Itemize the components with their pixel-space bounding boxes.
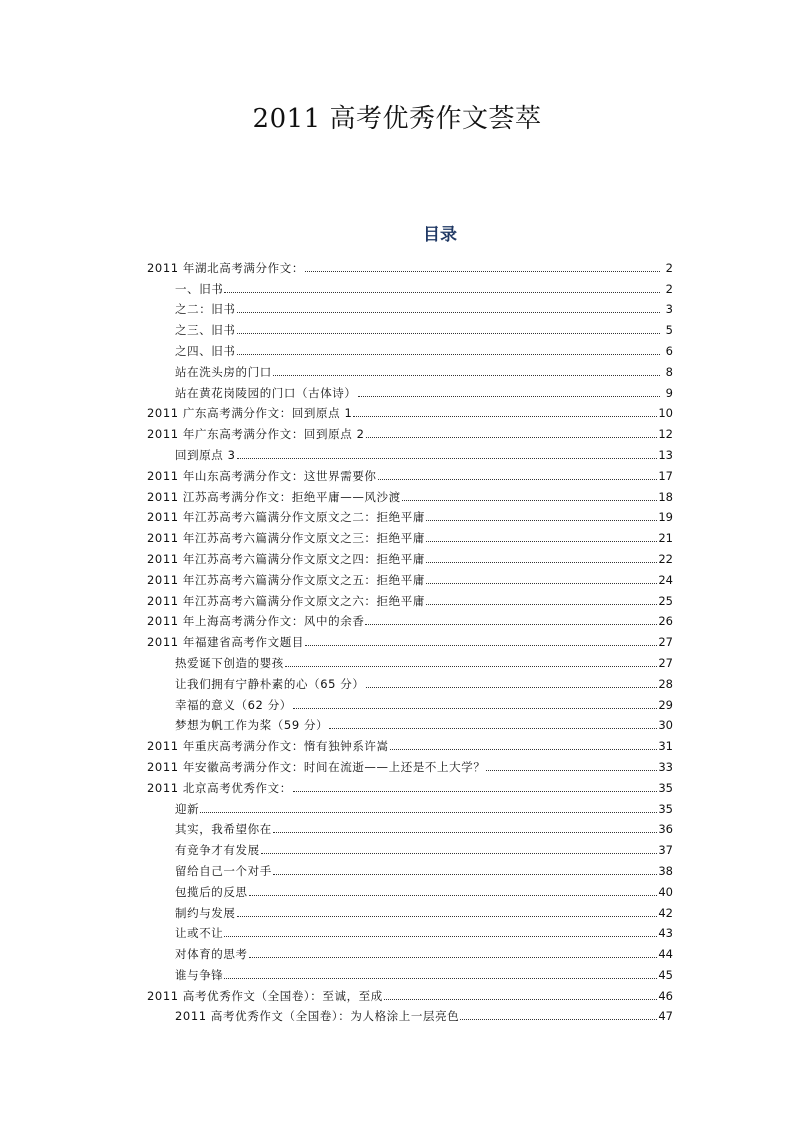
toc-entry-page-number[interactable]: 35 — [658, 801, 673, 816]
toc-entry[interactable] — [147, 420, 673, 441]
toc-entry-title[interactable]: 2011 年江苏高考六篇满分作文原文之五：拒绝平庸 — [147, 572, 425, 587]
toc-dot-leader — [293, 791, 658, 792]
toc-dot-leader — [305, 271, 660, 272]
toc-entry-title[interactable]: 2011 年安徽高考满分作文：时间在流逝——上还是不上大学？ — [147, 759, 486, 774]
toc-entry-page-number[interactable]: 12 — [658, 427, 673, 442]
toc-entry[interactable] — [147, 753, 673, 774]
toc-entry-page-number[interactable]: 44 — [658, 947, 673, 962]
toc-dot-leader — [426, 541, 657, 542]
toc-entry[interactable] — [147, 358, 673, 379]
toc-dot-leader — [237, 916, 658, 917]
toc-entry-page-number[interactable]: 33 — [658, 759, 673, 774]
toc-entry[interactable] — [147, 691, 673, 712]
toc-entry-title[interactable]: 幸福的意义（62 分） — [175, 697, 292, 712]
toc-dot-leader — [366, 687, 658, 688]
toc-dot-leader — [237, 354, 661, 355]
toc-entry[interactable] — [147, 857, 673, 878]
toc-entry-title[interactable]: 2011 年江苏高考六篇满分作文原文之三：拒绝平庸 — [147, 531, 425, 546]
toc-entry-page-number[interactable]: 18 — [658, 489, 673, 504]
toc-dot-leader — [237, 458, 658, 459]
toc-entry-page-number[interactable]: 43 — [658, 926, 673, 941]
toc-entry-title[interactable]: 让我们拥有宁静朴素的心（65 分） — [175, 676, 365, 691]
toc-dot-leader — [426, 604, 657, 605]
toc-entry-title[interactable]: 让或不让 — [175, 926, 224, 941]
toc-dot-leader — [329, 728, 657, 729]
toc-entry[interactable] — [147, 504, 673, 525]
toc-dot-leader — [384, 999, 657, 1000]
toc-entry[interactable] — [147, 732, 673, 753]
toc-entry-page-number[interactable]: 47 — [658, 1009, 673, 1024]
toc-entry-page-number[interactable]: 8 — [665, 364, 673, 379]
toc-entry[interactable] — [147, 296, 673, 317]
toc-dot-leader — [285, 666, 657, 667]
toc-entry-title[interactable]: 之四、旧书 — [175, 343, 236, 358]
table-of-contents — [147, 254, 673, 1023]
toc-entry[interactable] — [147, 441, 673, 462]
toc-entry-page-number[interactable]: 36 — [658, 822, 673, 837]
toc-entry[interactable] — [147, 566, 673, 587]
toc-entry-title[interactable]: 2011 年湖北高考满分作文： — [147, 260, 304, 275]
toc-entry-page-number[interactable]: 22 — [658, 551, 673, 566]
toc-entry[interactable] — [147, 899, 673, 920]
toc-entry[interactable] — [147, 816, 673, 837]
toc-entry[interactable] — [147, 316, 673, 337]
toc-entry-page-number[interactable]: 19 — [658, 510, 673, 525]
toc-entry[interactable] — [147, 483, 673, 504]
toc-entry-page-number[interactable]: 46 — [658, 988, 673, 1003]
toc-entry-title[interactable]: 迎新 — [175, 801, 200, 816]
toc-dot-leader — [426, 520, 657, 521]
toc-entry-page-number[interactable]: 27 — [658, 635, 673, 650]
toc-entry-title[interactable]: 之三、旧书 — [175, 323, 236, 338]
toc-entry-title[interactable]: 2011 广东高考满分作文：回到原点 1 — [147, 406, 353, 421]
toc-dot-leader — [200, 812, 657, 813]
toc-entry[interactable] — [147, 982, 673, 1003]
toc-dot-leader — [402, 500, 658, 501]
toc-dot-leader — [273, 832, 658, 833]
toc-entry-page-number[interactable]: 24 — [658, 572, 673, 587]
toc-entry-title[interactable]: 2011 高考优秀作文（全国卷）：为人格涂上一层亮色 — [175, 1009, 460, 1024]
toc-entry[interactable] — [147, 275, 673, 296]
toc-dot-leader — [426, 562, 657, 563]
toc-dot-leader — [224, 936, 657, 937]
toc-dot-leader — [237, 333, 661, 334]
toc-entry-title[interactable]: 梦想为帆工作为桨（59 分） — [175, 718, 329, 733]
toc-dot-leader — [358, 396, 661, 397]
toc-entry-page-number[interactable]: 29 — [658, 697, 673, 712]
toc-entry[interactable] — [147, 608, 673, 629]
toc-entry[interactable] — [147, 712, 673, 733]
toc-entry-page-number[interactable]: 25 — [658, 593, 673, 608]
toc-entry[interactable] — [147, 649, 673, 670]
toc-entry-title[interactable]: 2011 高考优秀作文（全国卷）：至诚，至成 — [147, 988, 383, 1003]
toc-entry-page-number[interactable]: 35 — [658, 780, 673, 795]
toc-entry-page-number[interactable]: 42 — [658, 905, 673, 920]
toc-entry-title[interactable]: 包揽后的反思 — [175, 884, 248, 899]
toc-entry-title[interactable]: 2011 年江苏高考六篇满分作文原文之六：拒绝平庸 — [147, 593, 425, 608]
toc-entry-page-number[interactable]: 17 — [658, 468, 673, 483]
toc-entry[interactable] — [147, 337, 673, 358]
toc-entry-page-number[interactable]: 45 — [658, 967, 673, 982]
toc-entry-title[interactable]: 对体育的思考 — [175, 947, 248, 962]
toc-entry-page-number[interactable]: 3 — [665, 302, 673, 317]
toc-dot-leader — [426, 583, 657, 584]
toc-entry-page-number[interactable]: 21 — [658, 531, 673, 546]
toc-entry[interactable] — [147, 379, 673, 400]
toc-entry-title[interactable]: 一、旧书 — [175, 281, 224, 296]
toc-entry[interactable] — [147, 920, 673, 941]
toc-entry[interactable] — [147, 628, 673, 649]
toc-dot-leader — [261, 853, 658, 854]
toc-entry-title[interactable]: 谁与争锋 — [175, 967, 224, 982]
toc-entry-title[interactable]: 2011 年上海高考满分作文：风中的余香 — [147, 614, 365, 629]
toc-entry-page-number[interactable]: 27 — [658, 655, 673, 670]
toc-entry-page-number[interactable]: 2 — [665, 281, 673, 296]
toc-entry-title[interactable]: 2011 江苏高考满分作文：拒绝平庸——风沙渡 — [147, 489, 401, 504]
toc-dot-leader — [224, 292, 660, 293]
toc-entry-page-number[interactable]: 5 — [665, 323, 673, 338]
toc-dot-leader — [249, 895, 658, 896]
toc-entry[interactable] — [147, 400, 673, 421]
toc-entry-title[interactable]: 2011 年江苏高考六篇满分作文原文之二：拒绝平庸 — [147, 510, 425, 525]
toc-entry[interactable] — [147, 524, 673, 545]
toc-entry-title[interactable]: 2011 年重庆高考满分作文：惰有独钟系许嵩 — [147, 739, 389, 754]
toc-entry[interactable] — [147, 254, 673, 275]
toc-dot-leader — [224, 978, 657, 979]
toc-entry[interactable] — [147, 774, 673, 795]
toc-entry-page-number[interactable]: 26 — [658, 614, 673, 629]
toc-entry-page-number[interactable]: 10 — [658, 406, 673, 421]
toc-entry-title[interactable]: 留给自己一个对手 — [175, 863, 272, 878]
toc-entry-title[interactable]: 2011 年山东高考满分作文：这世界需要你 — [147, 468, 377, 483]
toc-dot-leader — [273, 375, 660, 376]
toc-entry[interactable] — [147, 1003, 673, 1024]
toc-entry[interactable] — [147, 961, 673, 982]
toc-entry-page-number[interactable]: 38 — [658, 863, 673, 878]
toc-dot-leader — [293, 708, 657, 709]
toc-entry[interactable] — [147, 878, 673, 899]
toc-entry-page-number[interactable]: 28 — [658, 676, 673, 691]
toc-dot-leader — [366, 437, 658, 438]
toc-entry[interactable] — [147, 545, 673, 566]
toc-dot-leader — [249, 957, 658, 958]
toc-dot-leader — [353, 416, 657, 417]
toc-entry-page-number[interactable]: 2 — [665, 260, 673, 275]
toc-entry-title[interactable]: 2011 北京高考优秀作文： — [147, 780, 292, 795]
toc-entry-title[interactable]: 回到原点 3 — [175, 447, 236, 462]
toc-entry[interactable] — [147, 462, 673, 483]
document-title: 2011 高考优秀作文荟萃 — [252, 104, 542, 134]
toc-dot-leader — [305, 645, 657, 646]
toc-entry-title[interactable]: 站在黄花岗陵园的门口（古体诗） — [175, 385, 357, 400]
toc-entry-title[interactable]: 其实，我希望你在 — [175, 822, 272, 837]
toc-entry-title[interactable]: 制约与发展 — [175, 905, 236, 920]
toc-heading: 目录 — [423, 225, 457, 245]
toc-dot-leader — [365, 624, 657, 625]
toc-entry-title[interactable]: 之二：旧书 — [175, 302, 236, 317]
toc-dot-leader — [237, 312, 661, 313]
toc-entry-page-number[interactable]: 9 — [665, 385, 673, 400]
toc-entry-page-number[interactable]: 30 — [658, 718, 673, 733]
toc-dot-leader — [486, 770, 657, 771]
toc-entry-title[interactable]: 2011 年江苏高考六篇满分作文原文之四：拒绝平庸 — [147, 551, 425, 566]
toc-entry[interactable] — [147, 795, 673, 816]
toc-entry-page-number[interactable]: 6 — [665, 343, 673, 358]
toc-dot-leader — [460, 1019, 657, 1020]
toc-entry-title[interactable]: 2011 年广东高考满分作文：回到原点 2 — [147, 427, 365, 442]
toc-entry-title[interactable]: 站在洗头房的门口 — [175, 364, 272, 379]
toc-entry-page-number[interactable]: 13 — [658, 447, 673, 462]
toc-entry[interactable] — [147, 940, 673, 961]
toc-dot-leader — [273, 874, 658, 875]
toc-entry[interactable] — [147, 587, 673, 608]
toc-dot-leader — [390, 749, 658, 750]
toc-dot-leader — [378, 479, 658, 480]
toc-entry-page-number[interactable]: 37 — [658, 843, 673, 858]
toc-entry-title[interactable]: 2011 年福建省高考作文题目 — [147, 635, 304, 650]
toc-entry-title[interactable]: 热爱诞下创造的婴孩 — [175, 655, 284, 670]
toc-entry-page-number[interactable]: 40 — [658, 884, 673, 899]
toc-entry-page-number[interactable]: 31 — [658, 739, 673, 754]
toc-entry-title[interactable]: 有竞争才有发展 — [175, 843, 260, 858]
toc-entry[interactable] — [147, 836, 673, 857]
toc-entry[interactable] — [147, 670, 673, 691]
